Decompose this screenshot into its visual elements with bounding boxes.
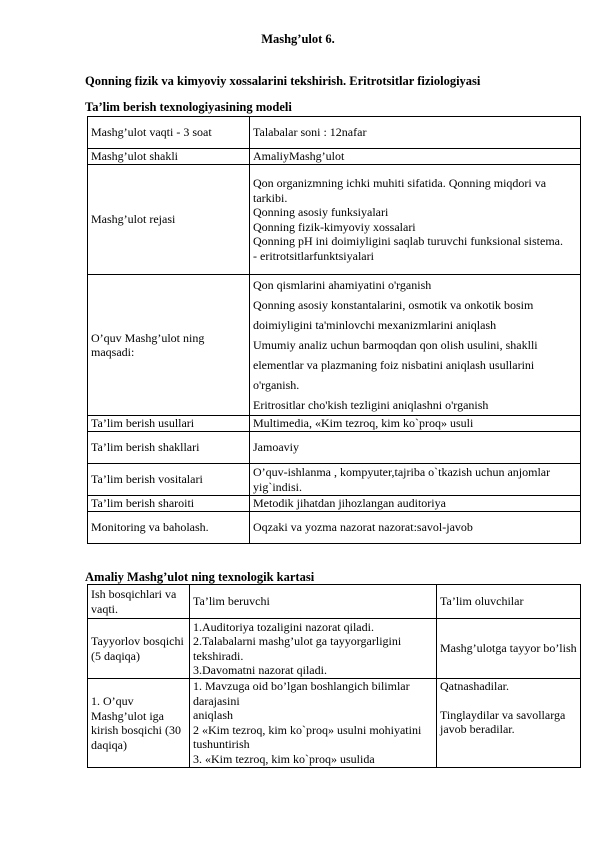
model-heading: Ta’lim berish texnologiyasining modeli (85, 100, 292, 114)
model-table (87, 116, 581, 544)
row-value: Jamoaviy (250, 432, 581, 464)
table-row (88, 496, 581, 512)
map-table (87, 584, 581, 768)
row-label: Mashg’ulot shakli (88, 149, 250, 165)
table-row (88, 149, 581, 165)
page-subtitle: Qonning fizik va kimyoviy xossalarini tekshirish. Eritrotsitlar fiziologiyasi (85, 74, 481, 88)
table-row (88, 619, 581, 679)
map-heading: Amaliy Mashg’ulot ning texnologik kartasi (85, 570, 315, 584)
row-value: O’quv-ishlanma , kompyuter,tajriba o`tkazish uchun anjomlar yig`indisi. (250, 464, 581, 496)
row-label: Ta’lim berish shakllari (88, 432, 250, 464)
row-label: Monitoring va baholash. (88, 512, 250, 544)
table-row (88, 512, 581, 544)
table-row (88, 275, 581, 416)
teacher-cell: 1. Mavzuga oid bo’lgan boshlangich bilimlar darajasini aniqlash 2 «Kim tezroq, kim ko`proq» usulni mohiyatini tushuntirish 3. «Kim tezroq, kim ko`proq» usulida (190, 679, 437, 768)
header-cell: Ta’lim beruvchi (190, 585, 437, 619)
row-value: Qon qismlarini ahamiyatini o'rganish Qonning asosiy konstantalarini, osmotik va onkotik bosim doimiyligini ta'minlovchi mexanizmlarini aniqlash Umumiy analiz uchun barmoqdan qon olish usulini, shaklli elementlar va plazmaning foiz nisbatini aniqlash usullarini o'rganish. Eritrositlar cho'kish tezligini aniqlashni o'rganish (250, 275, 581, 416)
stage-cell: 1. O’quv Mashg’ulot iga kirish bosqichi (30 daqiqa) (88, 679, 190, 768)
students-cell: Mashg’ulotga tayyor bo’lish (437, 619, 581, 679)
row-value: Qon organizmning ichki muhiti sifatida. Qonning miqdori va tarkibi. Qonning asosiy funksiyalari Qonning fizik-kimyoviy xossalari Qonning pH ini doimiyligini saqlab turuvchi funksional sistema. - eritrotsitlarfunktsiyalari (250, 165, 581, 275)
header-cell: Ish bosqichlari va vaqti. (88, 585, 190, 619)
row-label: Ta’lim berish vositalari (88, 464, 250, 496)
table-row (88, 464, 581, 496)
row-value: Multimedia, «Kim tezroq, kim ko`proq» usuli (250, 416, 581, 432)
stage-cell: Tayyorlov bosqichi (5 daqiqa) (88, 619, 190, 679)
table-header-row (88, 585, 581, 619)
row-label: Mashg’ulot rejasi (88, 165, 250, 275)
header-cell: Ta’lim oluvchilar (437, 585, 581, 619)
row-label: Ta’lim berish usullari (88, 416, 250, 432)
row-label: Ta’lim berish sharoiti (88, 496, 250, 512)
table-row (88, 117, 581, 149)
table-row (88, 432, 581, 464)
students-cell: Qatnashadilar. Tinglaydilar va savollarga javob beradilar. (437, 679, 581, 768)
table-row (88, 416, 581, 432)
row-value: Oqzaki va yozma nazorat nazorat:savol-javob (250, 512, 581, 544)
row-value: Talabalar soni : 12nafar (250, 117, 581, 149)
teacher-cell: 1.Auditoriya tozaligini nazorat qiladi. 2.Talabalarni mashg’ulot ga tayyorgarligini tekshiradi. 3.Davomatni nazorat qiladi. (190, 619, 437, 679)
row-value: Metodik jihatdan jihozlangan auditoriya (250, 496, 581, 512)
row-label: O’quv Mashg’ulot ning maqsadi: (88, 275, 250, 416)
row-value: AmaliyMashg’ulot (250, 149, 581, 165)
page-title: Mashg’ulot 6. (261, 32, 335, 46)
row-label: Mashg’ulot vaqti - 3 soat (88, 117, 250, 149)
table-row (88, 165, 581, 275)
table-row (88, 679, 581, 768)
